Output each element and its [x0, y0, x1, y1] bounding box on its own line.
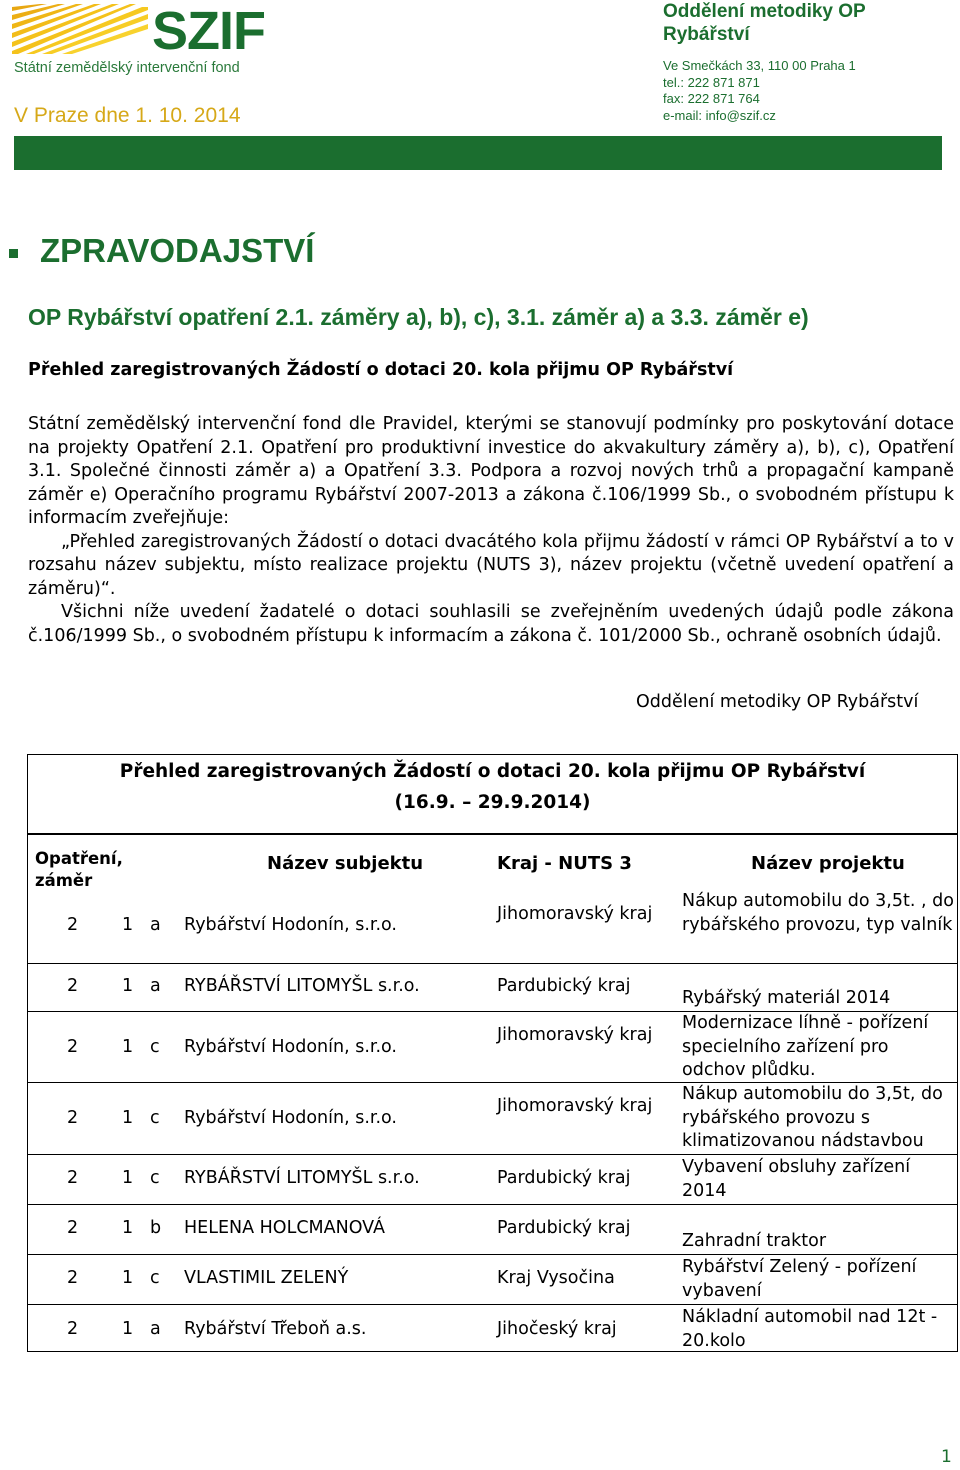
row4-measure-3: c — [150, 1108, 160, 1128]
subtitle: OP Rybářství opatření 2.1. záměry a), b), c), 3.1. záměr a) a 3.3. záměr e) — [28, 304, 809, 330]
row-separator — [28, 1204, 957, 1205]
row6-measure-3: b — [150, 1218, 162, 1238]
row8-measure-3: a — [150, 1319, 161, 1339]
body-text — [28, 413, 954, 648]
row3-measure-1: 2 — [67, 1037, 79, 1057]
row1-region: Jihomoravský kraj — [497, 904, 653, 924]
row5-project: Vybavení obsluhy zařízení 2014 — [682, 1157, 911, 1201]
row3-project: Modernizace líhně - pořízení specielního zařízení pro odchov plůdku. — [682, 1013, 929, 1080]
row6-subject: HELENA HOLCMANOVÁ — [184, 1218, 386, 1238]
row2-measure-3: a — [150, 976, 161, 996]
document-date: V Praze dne 1. 10. 2014 — [14, 104, 241, 127]
overview-line: Přehled zaregistrovaných Žádostí o dotaci 20. kola přijmu OP Rybářství — [28, 360, 734, 380]
row1-measure-1: 2 — [67, 915, 79, 935]
row7-subject: VLASTIMIL ZELENÝ — [184, 1268, 349, 1288]
row1-measure-2: 1 — [122, 915, 134, 935]
row-separator — [28, 1304, 957, 1305]
page-number: 1 — [941, 1447, 952, 1467]
row8-measure-1: 2 — [67, 1319, 79, 1339]
row4-project: Nákup automobilu do 3,5t, do rybářského provozu s klimatizovanou nádstavbou — [682, 1084, 943, 1151]
row1-measure-3: a — [150, 915, 161, 935]
row7-region: Kraj Vysočina — [497, 1268, 615, 1288]
row1-subject: Rybářství Hodonín, s.r.o. — [184, 915, 397, 935]
row4-measure-1: 2 — [67, 1108, 79, 1128]
row8-project: Nákladní automobil nad 12t - 20.kolo — [682, 1307, 938, 1351]
row7-project: Rybářství Zelený - pořízení vybavení — [682, 1257, 917, 1301]
row7-measure-2: 1 — [122, 1268, 134, 1288]
row3-subject: Rybářství Hodonín, s.r.o. — [184, 1037, 397, 1057]
logo-wordmark: SZIF — [152, 1, 265, 61]
email: e-mail: info@szif.cz — [663, 107, 776, 123]
row2-region: Pardubický kraj — [497, 976, 631, 996]
signoff: Oddělení metodiky OP Rybářství — [636, 692, 919, 712]
row-separator — [28, 1154, 957, 1155]
row7-measure-3: c — [150, 1268, 160, 1288]
row5-measure-2: 1 — [122, 1168, 134, 1188]
row6-project: Zahradní traktor — [682, 1231, 827, 1251]
row5-region: Pardubický kraj — [497, 1168, 631, 1188]
row8-subject: Rybářství Třeboň a.s. — [184, 1319, 367, 1339]
row1-project: Nákup automobilu do 3,5t. , do rybářského provozu, typ valník — [682, 891, 954, 935]
fund-name: Státní zemědělský intervenční fond — [14, 60, 240, 76]
row8-measure-2: 1 — [122, 1319, 134, 1339]
department-title: Oddělení metodiky OP Rybářství — [663, 1, 866, 45]
row3-measure-3: c — [150, 1037, 160, 1057]
table-title-divider — [28, 833, 957, 835]
fax: fax: 222 871 764 — [663, 91, 760, 106]
header-measure: Opatření, záměr — [35, 849, 123, 890]
intro-paragraph: Státní zemědělský intervenční fond dle Pravidel, kterými se stanovují podmínky pro poskytování dotace na projekty Opatření 2.1. Opatření pro produktivní investice do akvakultury záměry a), b), c), Opatření 3.1. Společné činnosti záměr a) a Opatření 3.3. Podpora a rozvoj nových trhů a propagační kampaně záměr e) Operačního programu Rybářství 2007-2013 a zákona č.106/1999 Sb., o svobodném přístupu k informacím zveřejňuje: — [28, 414, 954, 528]
row7-measure-1: 2 — [67, 1268, 79, 1288]
row6-region: Pardubický kraj — [497, 1218, 631, 1238]
row6-measure-2: 1 — [122, 1218, 134, 1238]
row2-project: Rybářský materiál 2014 — [682, 988, 891, 1008]
phone: tel.: 222 871 871 — [663, 74, 760, 90]
header-project: Název projektu — [751, 853, 905, 874]
row3-measure-2: 1 — [122, 1037, 134, 1057]
row6-measure-1: 2 — [67, 1218, 79, 1238]
row-separator — [28, 963, 957, 964]
section-title: ZPRAVODAJSTVÍ — [40, 232, 315, 269]
header-divider-bar — [14, 136, 942, 170]
row-separator — [28, 1254, 957, 1255]
row8-region: Jihočeský kraj — [497, 1319, 617, 1339]
header-subject: Název subjektu — [267, 853, 424, 874]
row4-region: Jihomoravský kraj — [497, 1096, 653, 1116]
square-bullet-icon — [9, 249, 18, 258]
row5-measure-3: c — [150, 1168, 160, 1188]
quote-paragraph: „Přehled zaregistrovaných Žádostí o dotaci dvacátého kola přijmu žádostí v rámci OP Rybářství a to v rozsahu název subjektu, místo realizace projektu (NUTS 3), název projektu (včetně uvedení opatření a záměru)“. — [28, 531, 954, 599]
row2-measure-1: 2 — [67, 976, 79, 996]
table-title: Přehled zaregistrovaných Žádostí o dotaci 20. kola přijmu OP Rybářství (16.9. – 29.9.2014) — [119, 761, 866, 813]
szif-logo-stripes-icon — [12, 4, 148, 54]
contact-block — [663, 58, 856, 124]
row5-measure-1: 2 — [67, 1168, 79, 1188]
address: Ve Smečkách 33, 110 00 Praha 1 — [663, 58, 856, 73]
row4-subject: Rybářství Hodonín, s.r.o. — [184, 1108, 397, 1128]
consent-paragraph: Všichni níže uvedení žadatelé o dotaci souhlasili se zveřejněním uvedených údajů podle zákona č.106/1999 Sb., o svobodném přístupu k informacím a zákona č. 101/2000 Sb., ochraně osobních údajů. — [28, 602, 954, 646]
header-region: Kraj - NUTS 3 — [497, 853, 632, 874]
row4-measure-2: 1 — [122, 1108, 134, 1128]
row2-subject: RYBÁŘSTVÍ LITOMYŠL s.r.o. — [184, 976, 420, 996]
row5-subject: RYBÁŘSTVÍ LITOMYŠL s.r.o. — [184, 1168, 420, 1188]
row2-measure-2: 1 — [122, 976, 134, 996]
row3-region: Jihomoravský kraj — [497, 1025, 653, 1045]
